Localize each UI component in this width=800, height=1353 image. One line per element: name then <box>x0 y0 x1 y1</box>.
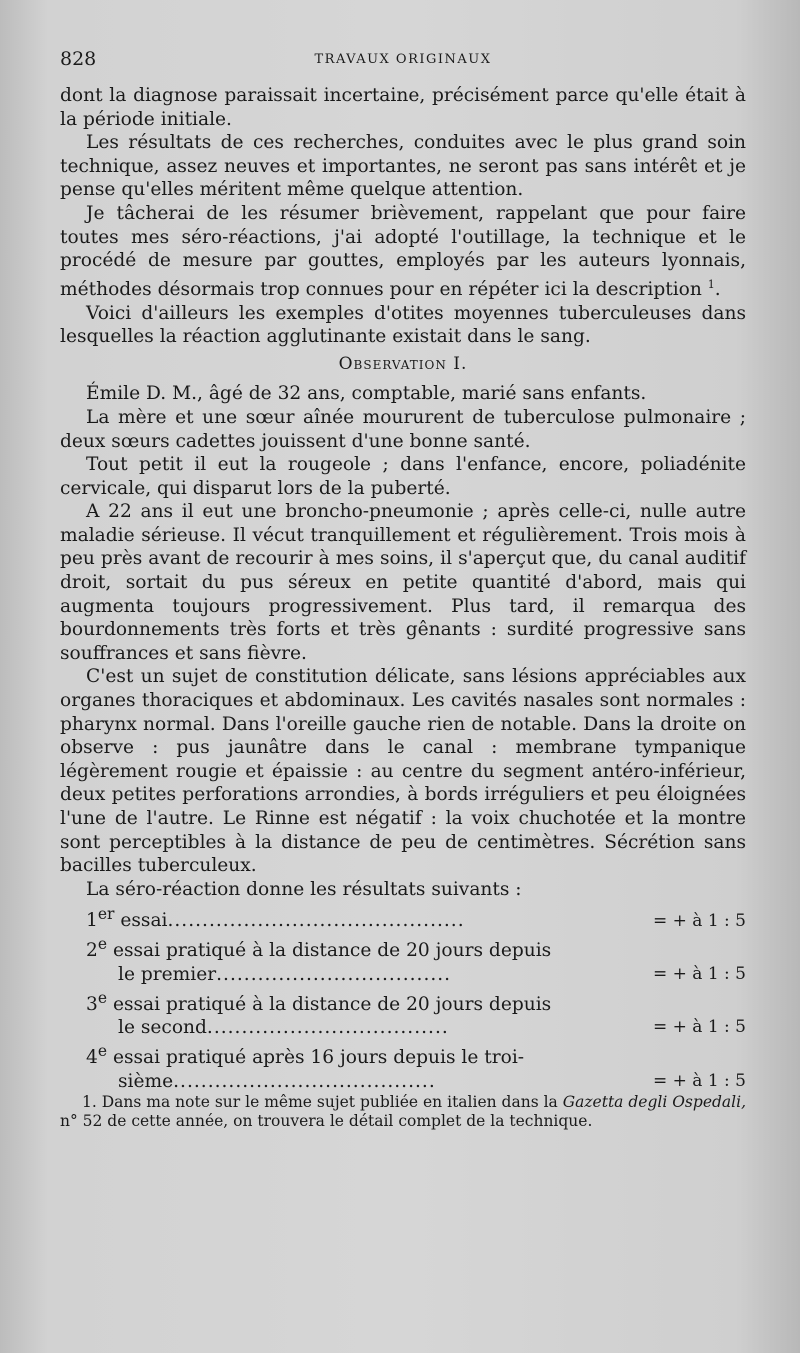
results-list <box>86 903 746 1093</box>
page-header <box>60 44 746 84</box>
paragraph: Voici d'ailleurs les exemples d'otites moyennes tuberculeuses dans lesquelles la réaction agglutinante existait dans le sang. <box>60 302 746 348</box>
result-continuation <box>86 963 596 987</box>
result-label <box>86 903 596 933</box>
paragraph-text: Je tâcherai de les résumer brièvement, rappelant que pour faire toutes mes séro-réactions, j'ai adopté l'outillage, la technique et le procédé de mesure par gouttes, employés par les auteurs lyonnais, méthodes désormais trop connues pour en répéter ici la description <box>60 202 746 300</box>
observation-paragraph: A 22 ans il eut une broncho-pneumonie ; après celle-ci, nulle autre maladie sérieuse. Il vécut tranquillement et régulièrement. Trois mois à peu près avant de recourir à mes soins, il s'aperçut que, du canal auditif droit, sortait du pus séreux en petite quantité d'abord, mais qui augmenta toujours progressivement. Plus tard, il remarqua des bourdonnements très forts et très gênants : surdité progressive sans souffrances et sans fièvre. <box>60 501 746 664</box>
observation-paragraph: Émile D. M., âgé de 32 ans, comptable, marié sans enfants. <box>86 383 647 405</box>
observation-paragraph: La séro-réaction donne les résultats suivants : <box>86 878 522 900</box>
observation-paragraph: Tout petit il eut la rougeole ; dans l'enfance, encore, poliadénite cervicale, qui disparut lors de la puberté. <box>60 454 746 499</box>
result-number: 2 <box>86 940 98 962</box>
result-value: = + à 1 : 5 <box>652 1017 746 1038</box>
observation-paragraph: C'est un sujet de constitution délicate, sans lésions appréciables aux organes thoraciques et abdominaux. Les cavités nasales sont normales : pharynx normal. Dans l'oreille gauche rien de notable. Dans la droite on observe : pus jaunâtre dans le canal : membrane tympanique légèrement rougie et épaissie : au centre du segment antéro-inférieur, deux petites perforations arrondies, à bords irréguliers et peu éloignées l'une de l'autre. Le Rinne est négatif : la voix chuchotée et la montre sont perceptibles à la distance de peu de centimètres. Sécrétion sans bacilles tuberculeux. <box>60 666 746 877</box>
result-text-cont: sième <box>118 1070 174 1092</box>
result-ordinal: er <box>97 905 115 924</box>
running-head: TRAVAUX ORIGINAUX <box>314 52 492 67</box>
result-item <box>86 903 746 933</box>
result-text-cont: le second <box>118 1017 207 1039</box>
footnote-marker: 1. <box>82 1093 97 1112</box>
result-text: essai pratiqué à la distance de 20 jours depuis <box>112 940 552 962</box>
result-item <box>86 933 746 986</box>
result-continuation <box>86 1070 596 1094</box>
result-ordinal: e <box>97 1041 108 1060</box>
paragraph: Les résultats de ces recherches, conduites avec le plus grand soin technique, assez neuves et importantes, ne seront pas sans intérêt et je pense qu'elles méritent même quelque attention. <box>60 132 746 201</box>
result-label <box>86 987 596 1017</box>
result-ordinal: e <box>97 988 108 1007</box>
result-item <box>86 1040 746 1093</box>
result-value: = + à 1 : 5 <box>652 963 746 984</box>
result-text: essai <box>120 910 168 932</box>
body-text <box>60 84 746 1131</box>
result-value: = + à 1 : 5 <box>652 1070 746 1091</box>
result-text-cont: le premier <box>118 963 217 985</box>
result-number: 3 <box>86 993 98 1015</box>
result-number: 1 <box>86 910 98 932</box>
paragraph: Je tâcherai de les résumer brièvement, rappelant que pour faire toutes mes séro-réactions, j'ai adopté l'outillage, la technique et le procédé de mesure par gouttes, employés par les auteurs lyonnais, méthodes désormais trop connues pour en répéter ici la description $^1$. <box>60 202 746 300</box>
footnote <box>60 1093 746 1131</box>
leader-dots: ...................................... <box>173 1070 436 1092</box>
footnote-text: Dans ma note sur le même sujet publiée en italien dans la <box>101 1093 558 1112</box>
result-text: essai pratiqué après 16 jours depuis le troi- <box>112 1047 525 1069</box>
result-ordinal: e <box>97 935 108 954</box>
result-continuation <box>86 1016 596 1040</box>
page-number: 828 <box>60 48 97 70</box>
result-number: 4 <box>86 1047 98 1069</box>
paragraph: dont la diagnose paraissait incertaine, précisément parce qu'elle était à la période initiale. <box>60 85 746 130</box>
leader-dots: ........................................... <box>167 910 465 932</box>
leader-dots: ................................... <box>206 1017 449 1039</box>
result-label <box>86 1040 596 1070</box>
result-value: = + à 1 : 5 <box>652 910 746 931</box>
result-item <box>86 987 746 1040</box>
footnote-text-cont: n° 52 de cette année, on trouvera le détail complet de la technique. <box>60 1112 593 1131</box>
result-label <box>86 933 596 963</box>
observation-paragraph: La mère et une sœur aînée moururent de tuberculose pulmonaire ; deux sœurs cadettes jouissent d'une bonne santé. <box>60 406 746 452</box>
journal-title: Gazetta degli Ospedali, <box>562 1093 746 1112</box>
leader-dots: .................................. <box>216 963 452 985</box>
footnote-reference: 1 <box>707 277 715 291</box>
result-text: essai pratiqué à la distance de 20 jours depuis <box>112 993 552 1015</box>
observation-title: Observation I. <box>338 353 468 374</box>
